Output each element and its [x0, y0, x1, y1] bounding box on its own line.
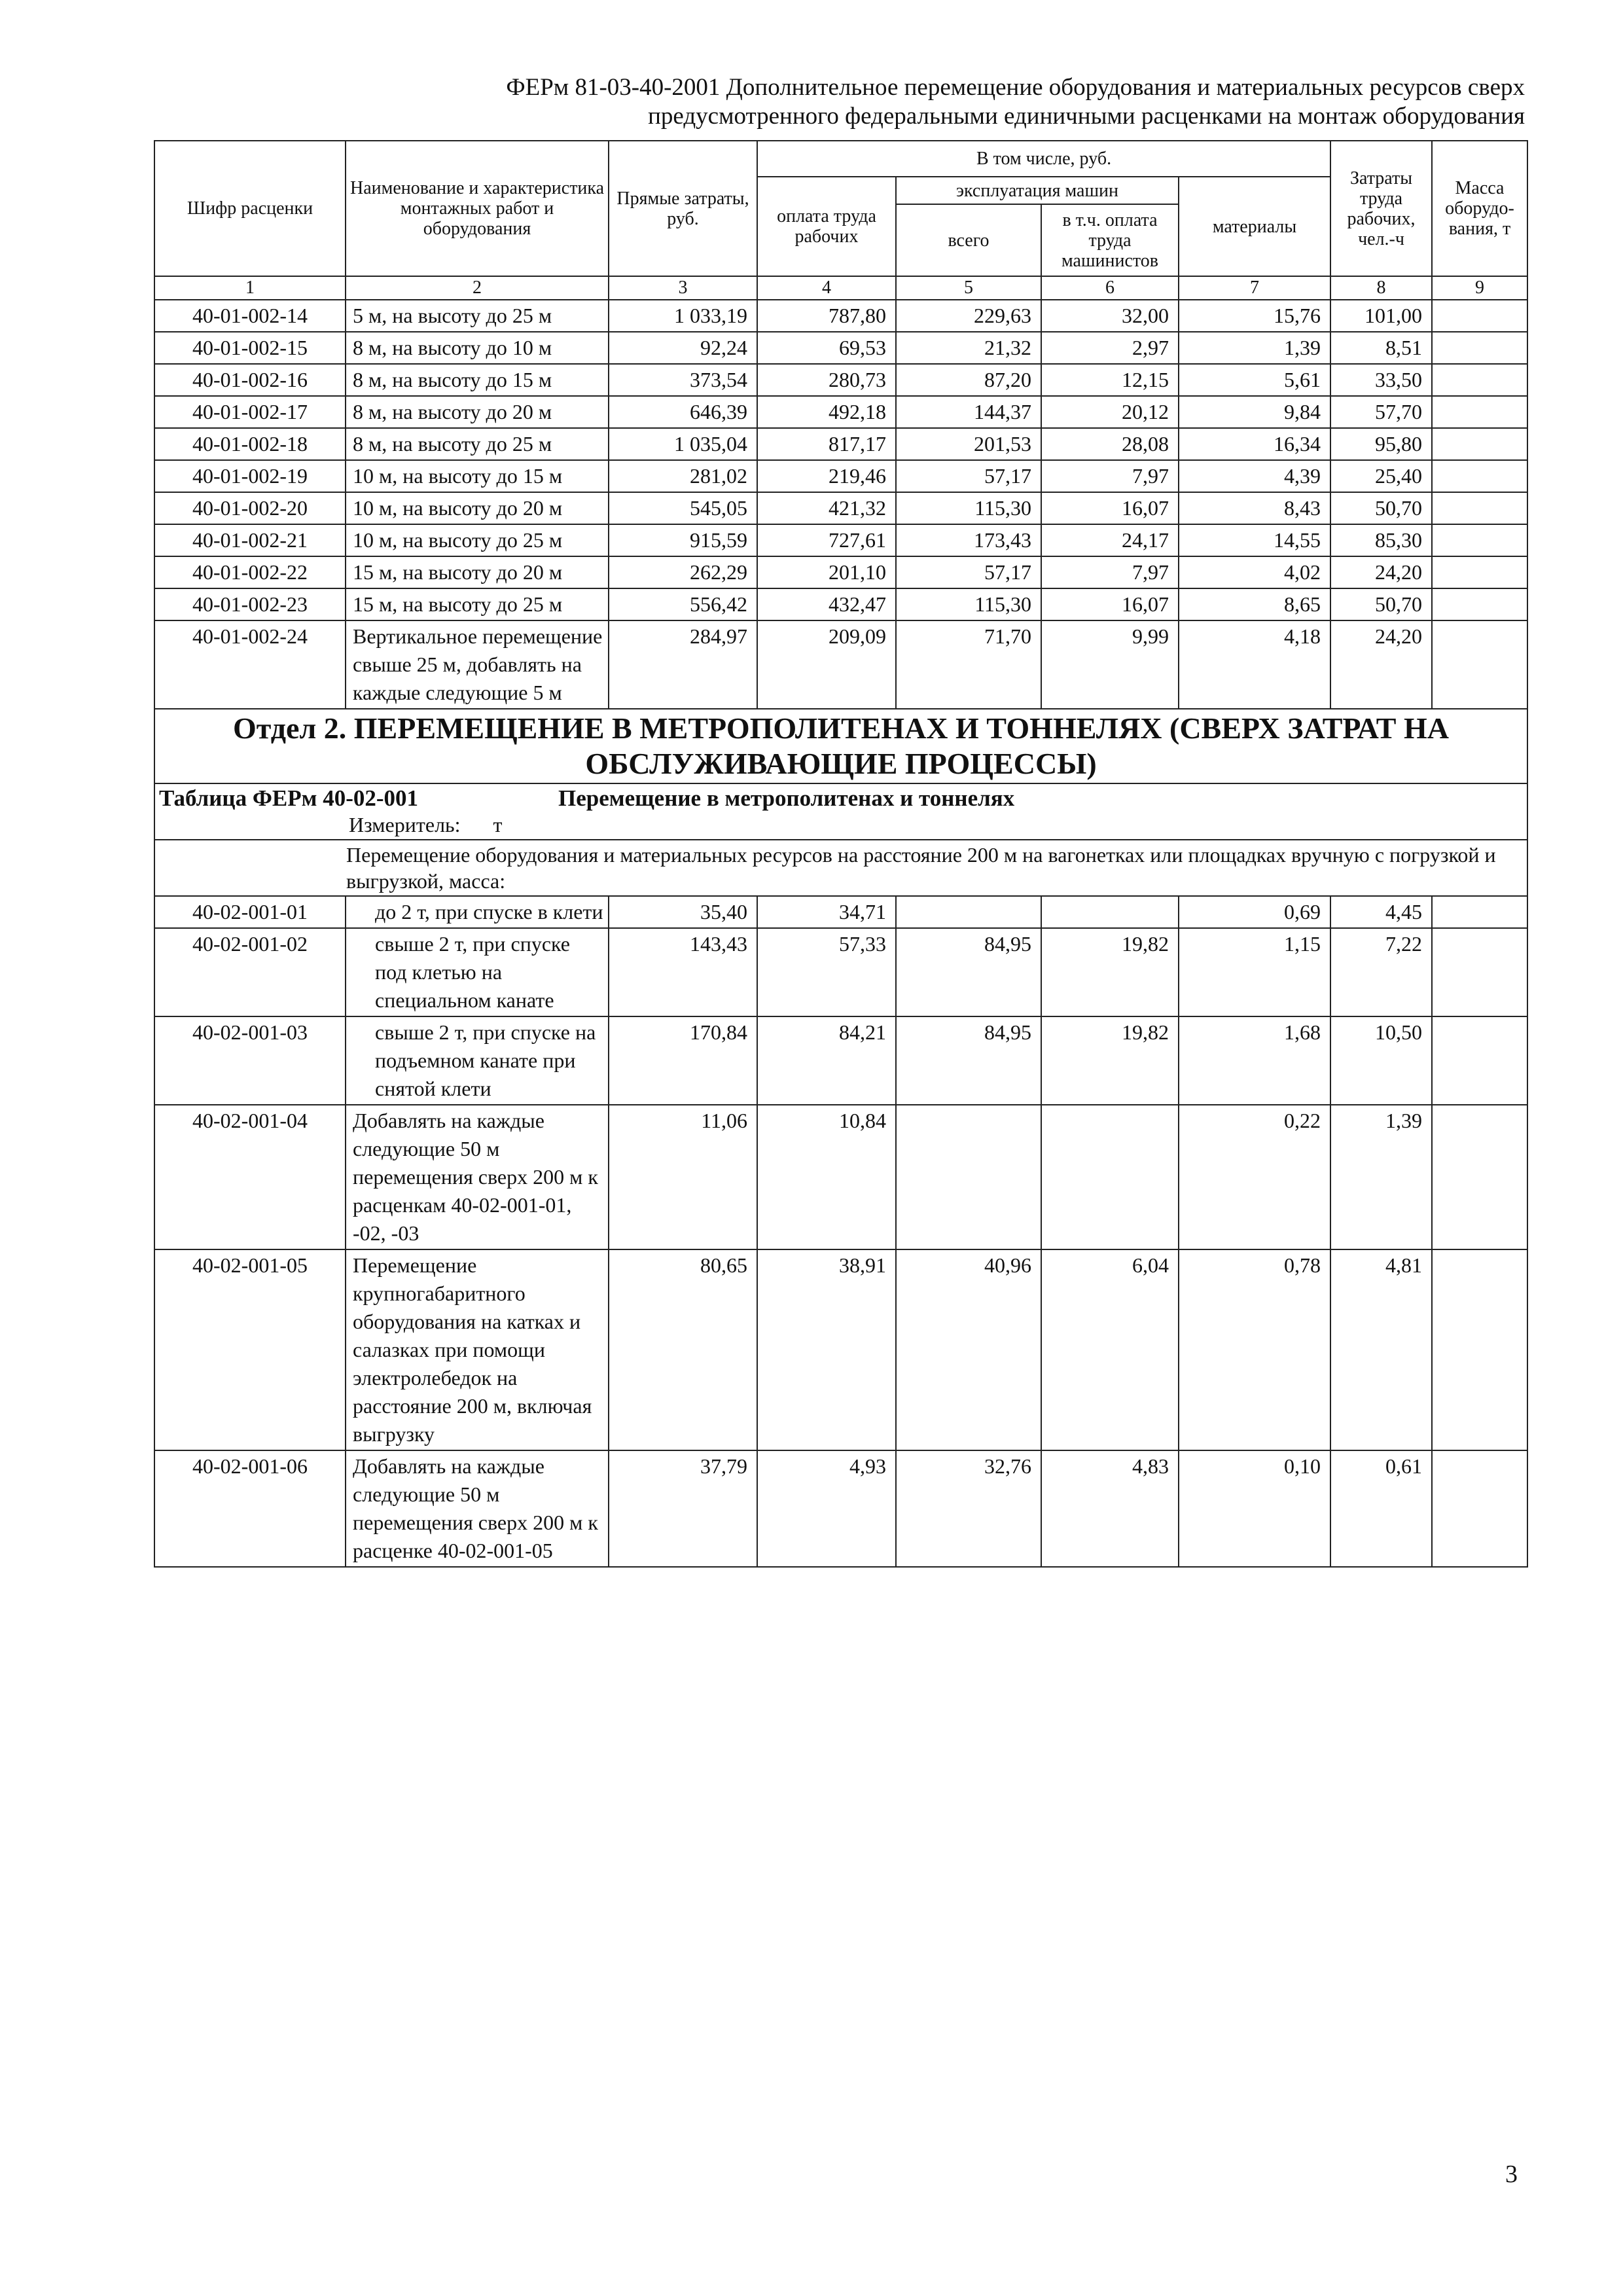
cell-direct: 80,65 — [609, 1249, 757, 1450]
cell-name: 10 м, на высоту до 25 м — [346, 524, 609, 556]
cell-mass — [1432, 428, 1527, 460]
col-header-incl: В том числе, руб. — [757, 141, 1330, 177]
cell-mass — [1432, 896, 1527, 928]
cell-code: 40-02-001-05 — [154, 1249, 346, 1450]
cell-labor: 101,00 — [1330, 300, 1432, 332]
col-header-direct: Прямые затраты, руб. — [609, 141, 757, 276]
col-number: 6 — [1041, 276, 1179, 300]
cell-name: 8 м, на высоту до 10 м — [346, 332, 609, 364]
cell-direct: 143,43 — [609, 928, 757, 1016]
col-number: 4 — [757, 276, 896, 300]
cell-direct: 373,54 — [609, 364, 757, 396]
table-row — [154, 396, 1527, 428]
cell-wages: 84,21 — [757, 1016, 896, 1105]
cell-labor: 0,61 — [1330, 1450, 1432, 1567]
cell-name: Добавлять на каждые следующие 50 м перемещения сверх 200 м к расценкам 40-02-001-01, -02, -03 — [346, 1105, 609, 1249]
cell-operators: 6,04 — [1041, 1249, 1179, 1450]
measure-unit: т — [493, 813, 503, 836]
cell-labor: 25,40 — [1330, 460, 1432, 492]
cell-materials: 0,69 — [1179, 896, 1330, 928]
col-header-operators: в т.ч. оплата труда машинистов — [1041, 204, 1179, 276]
col-number: 1 — [154, 276, 346, 300]
cell-wages: 432,47 — [757, 588, 896, 620]
cell-total: 173,43 — [896, 524, 1041, 556]
cell-direct: 646,39 — [609, 396, 757, 428]
cell-direct: 11,06 — [609, 1105, 757, 1249]
table-title-cell — [154, 783, 1527, 840]
cell-total: 144,37 — [896, 396, 1041, 428]
col-header-machines: эксплуатация машин — [896, 177, 1179, 204]
cell-operators: 2,97 — [1041, 332, 1179, 364]
cell-total: 21,32 — [896, 332, 1041, 364]
cell-materials: 9,84 — [1179, 396, 1330, 428]
cell-materials: 0,10 — [1179, 1450, 1330, 1567]
cell-name: 8 м, на высоту до 20 м — [346, 396, 609, 428]
cell-mass — [1432, 1105, 1527, 1249]
column-number-row — [154, 276, 1527, 300]
cell-direct: 284,97 — [609, 620, 757, 709]
cell-labor: 33,50 — [1330, 364, 1432, 396]
cell-direct: 35,40 — [609, 896, 757, 928]
cell-materials: 14,55 — [1179, 524, 1330, 556]
cell-mass — [1432, 620, 1527, 709]
cell-wages: 209,09 — [757, 620, 896, 709]
cell-direct: 1 035,04 — [609, 428, 757, 460]
cell-labor: 24,20 — [1330, 556, 1432, 588]
cell-operators: 7,97 — [1041, 460, 1179, 492]
cell-total: 57,17 — [896, 460, 1041, 492]
col-number: 8 — [1330, 276, 1432, 300]
cell-labor: 7,22 — [1330, 928, 1432, 1016]
cell-mass — [1432, 1249, 1527, 1450]
cell-code: 40-01-002-20 — [154, 492, 346, 524]
cell-total: 229,63 — [896, 300, 1041, 332]
section-row — [154, 709, 1527, 783]
cell-mass — [1432, 300, 1527, 332]
cell-mass — [1432, 460, 1527, 492]
cell-materials: 4,02 — [1179, 556, 1330, 588]
cell-code: 40-01-002-14 — [154, 300, 346, 332]
cell-code: 40-01-002-19 — [154, 460, 346, 492]
cell-wages: 727,61 — [757, 524, 896, 556]
table-id: Таблица ФЕРм 40-02-001 — [159, 785, 419, 811]
cell-code: 40-01-002-23 — [154, 588, 346, 620]
cell-operators — [1041, 896, 1179, 928]
cell-operators: 16,07 — [1041, 588, 1179, 620]
cell-total: 115,30 — [896, 588, 1041, 620]
cell-operators: 9,99 — [1041, 620, 1179, 709]
cell-mass — [1432, 1450, 1527, 1567]
col-number: 5 — [896, 276, 1041, 300]
measure-line — [159, 812, 1523, 838]
cell-name: 15 м, на высоту до 20 м — [346, 556, 609, 588]
table-row — [154, 896, 1527, 928]
cell-wages: 817,17 — [757, 428, 896, 460]
header-row-1 — [154, 141, 1527, 177]
cell-direct: 556,42 — [609, 588, 757, 620]
cell-mass — [1432, 556, 1527, 588]
cell-wages: 492,18 — [757, 396, 896, 428]
cell-operators: 16,07 — [1041, 492, 1179, 524]
cell-total: 87,20 — [896, 364, 1041, 396]
cell-materials: 8,65 — [1179, 588, 1330, 620]
col-header-total: всего — [896, 204, 1041, 276]
cell-labor: 95,80 — [1330, 428, 1432, 460]
cell-wages: 4,93 — [757, 1450, 896, 1567]
cell-code: 40-02-001-04 — [154, 1105, 346, 1249]
cell-name: 15 м, на высоту до 25 м — [346, 588, 609, 620]
cell-wages: 34,71 — [757, 896, 896, 928]
cell-direct: 262,29 — [609, 556, 757, 588]
measure-label: Измеритель: — [349, 813, 461, 836]
cell-name: 5 м, на высоту до 25 м — [346, 300, 609, 332]
cell-code: 40-02-001-03 — [154, 1016, 346, 1105]
cell-total: 115,30 — [896, 492, 1041, 524]
cell-operators: 4,83 — [1041, 1450, 1179, 1567]
cell-code: 40-02-001-02 — [154, 928, 346, 1016]
cell-mass — [1432, 396, 1527, 428]
cell-mass — [1432, 588, 1527, 620]
table-row — [154, 1450, 1527, 1567]
cell-code: 40-01-002-21 — [154, 524, 346, 556]
cell-operators — [1041, 1105, 1179, 1249]
section-title: Отдел 2. ПЕРЕМЕЩЕНИЕ В МЕТРОПОЛИТЕНАХ И ТОННЕЛЯХ (СВЕРХ ЗАТРАТ НА ОБСЛУЖИВАЮЩИЕ ПРОЦЕССЫ) — [154, 709, 1527, 783]
cell-operators: 24,17 — [1041, 524, 1179, 556]
cell-direct: 170,84 — [609, 1016, 757, 1105]
table-title: Перемещение в метрополитенах и тоннелях — [558, 785, 1015, 811]
cell-code: 40-01-002-16 — [154, 364, 346, 396]
table-row — [154, 556, 1527, 588]
cell-labor: 24,20 — [1330, 620, 1432, 709]
cell-mass — [1432, 1016, 1527, 1105]
cell-wages: 10,84 — [757, 1105, 896, 1249]
cell-labor: 1,39 — [1330, 1105, 1432, 1249]
page-number: 3 — [1505, 2161, 1518, 2188]
col-header-labor: Затраты труда рабочих, чел.-ч — [1330, 141, 1432, 276]
cell-direct: 545,05 — [609, 492, 757, 524]
cell-wages: 421,32 — [757, 492, 896, 524]
cell-total — [896, 896, 1041, 928]
cell-total — [896, 1105, 1041, 1249]
cell-name: свыше 2 т, при спуске на подъемном канате при снятой клети — [346, 1016, 609, 1105]
cell-code: 40-02-001-01 — [154, 896, 346, 928]
cell-wages: 69,53 — [757, 332, 896, 364]
table-row — [154, 1249, 1527, 1450]
table-row — [154, 588, 1527, 620]
cell-materials: 4,39 — [1179, 460, 1330, 492]
cell-total: 57,17 — [896, 556, 1041, 588]
cell-labor: 50,70 — [1330, 492, 1432, 524]
cell-direct: 915,59 — [609, 524, 757, 556]
cell-total: 71,70 — [896, 620, 1041, 709]
cell-materials: 5,61 — [1179, 364, 1330, 396]
cell-mass — [1432, 492, 1527, 524]
cell-wages: 280,73 — [757, 364, 896, 396]
cell-operators: 32,00 — [1041, 300, 1179, 332]
cell-direct: 37,79 — [609, 1450, 757, 1567]
cell-labor: 50,70 — [1330, 588, 1432, 620]
table-row — [154, 364, 1527, 396]
table-row — [154, 620, 1527, 709]
cell-total: 84,95 — [896, 928, 1041, 1016]
cell-labor: 57,70 — [1330, 396, 1432, 428]
col-number: 9 — [1432, 276, 1527, 300]
cell-code: 40-02-001-06 — [154, 1450, 346, 1567]
table-row — [154, 428, 1527, 460]
cell-mass — [1432, 524, 1527, 556]
cell-name: Добавлять на каждые следующие 50 м перемещения сверх 200 м к расценке 40-02-001-05 — [346, 1450, 609, 1567]
cell-total: 32,76 — [896, 1450, 1041, 1567]
cell-operators: 7,97 — [1041, 556, 1179, 588]
cell-total: 201,53 — [896, 428, 1041, 460]
table-preamble: Перемещение оборудования и материальных ресурсов на расстояние 200 м на вагонетках или площадках вручную с погрузкой и выгрузкой, масса: — [154, 840, 1527, 896]
cell-materials: 1,68 — [1179, 1016, 1330, 1105]
cell-labor: 10,50 — [1330, 1016, 1432, 1105]
cell-name: свыше 2 т, при спуске под клетью на специальном канате — [346, 928, 609, 1016]
cell-mass — [1432, 364, 1527, 396]
document-header-line-1: ФЕРм 81-03-40-2001 Дополнительное перемещение оборудования и материальных ресурсов сверх — [506, 74, 1525, 101]
table-row — [154, 524, 1527, 556]
col-header-mass: Масса оборудо-вания, т — [1432, 141, 1527, 276]
document-header-line-2: предусмотренного федеральными единичными расценками на монтаж оборудования — [648, 103, 1525, 130]
cell-code: 40-01-002-15 — [154, 332, 346, 364]
cell-labor: 85,30 — [1330, 524, 1432, 556]
cell-operators: 20,12 — [1041, 396, 1179, 428]
cell-labor: 8,51 — [1330, 332, 1432, 364]
cell-name: 8 м, на высоту до 25 м — [346, 428, 609, 460]
cell-code: 40-01-002-18 — [154, 428, 346, 460]
cell-name: 10 м, на высоту до 15 м — [346, 460, 609, 492]
cell-direct: 1 033,19 — [609, 300, 757, 332]
cell-operators: 19,82 — [1041, 928, 1179, 1016]
cell-mass — [1432, 928, 1527, 1016]
cell-code: 40-01-002-22 — [154, 556, 346, 588]
cell-name: до 2 т, при спуске в клети — [346, 896, 609, 928]
cell-materials: 16,34 — [1179, 428, 1330, 460]
cell-operators: 28,08 — [1041, 428, 1179, 460]
cell-labor: 4,81 — [1330, 1249, 1432, 1450]
cell-code: 40-01-002-17 — [154, 396, 346, 428]
table-title-row — [154, 783, 1527, 840]
cell-materials: 0,78 — [1179, 1249, 1330, 1450]
col-number: 7 — [1179, 276, 1330, 300]
cell-name: 8 м, на высоту до 15 м — [346, 364, 609, 396]
table-row — [154, 1105, 1527, 1249]
col-number: 3 — [609, 276, 757, 300]
cell-operators: 12,15 — [1041, 364, 1179, 396]
col-number: 2 — [346, 276, 609, 300]
table-row — [154, 332, 1527, 364]
cell-code: 40-01-002-24 — [154, 620, 346, 709]
col-header-name: Наименование и характеристика монтажных работ и оборудования — [346, 141, 609, 276]
table-row — [154, 928, 1527, 1016]
cell-materials: 15,76 — [1179, 300, 1330, 332]
cell-materials: 1,15 — [1179, 928, 1330, 1016]
cell-name: Перемещение крупногабаритного оборудования на катках и салазках при помощи электролебедок на расстояние 200 м, включая выгрузку — [346, 1249, 609, 1450]
cell-mass — [1432, 332, 1527, 364]
cell-direct: 281,02 — [609, 460, 757, 492]
cell-wages: 201,10 — [757, 556, 896, 588]
table-row — [154, 1016, 1527, 1105]
cell-name: 10 м, на высоту до 20 м — [346, 492, 609, 524]
cell-wages: 219,46 — [757, 460, 896, 492]
cell-wages: 787,80 — [757, 300, 896, 332]
cell-total: 84,95 — [896, 1016, 1041, 1105]
col-header-code: Шифр расценки — [154, 141, 346, 276]
table-row — [154, 460, 1527, 492]
cell-materials: 4,18 — [1179, 620, 1330, 709]
col-header-wages: оплата труда рабочих — [757, 177, 896, 276]
cell-wages: 38,91 — [757, 1249, 896, 1450]
table-row — [154, 300, 1527, 332]
cell-total: 40,96 — [896, 1249, 1041, 1450]
cell-labor: 4,45 — [1330, 896, 1432, 928]
cell-name: Вертикальное перемещение свыше 25 м, добавлять на каждые следующие 5 м — [346, 620, 609, 709]
cell-direct: 92,24 — [609, 332, 757, 364]
cell-wages: 57,33 — [757, 928, 896, 1016]
preamble-row — [154, 840, 1527, 896]
col-header-materials: материалы — [1179, 177, 1330, 276]
cell-materials: 8,43 — [1179, 492, 1330, 524]
cell-materials: 1,39 — [1179, 332, 1330, 364]
cell-materials: 0,22 — [1179, 1105, 1330, 1249]
rates-table — [154, 140, 1528, 1568]
cell-operators: 19,82 — [1041, 1016, 1179, 1105]
table-row — [154, 492, 1527, 524]
